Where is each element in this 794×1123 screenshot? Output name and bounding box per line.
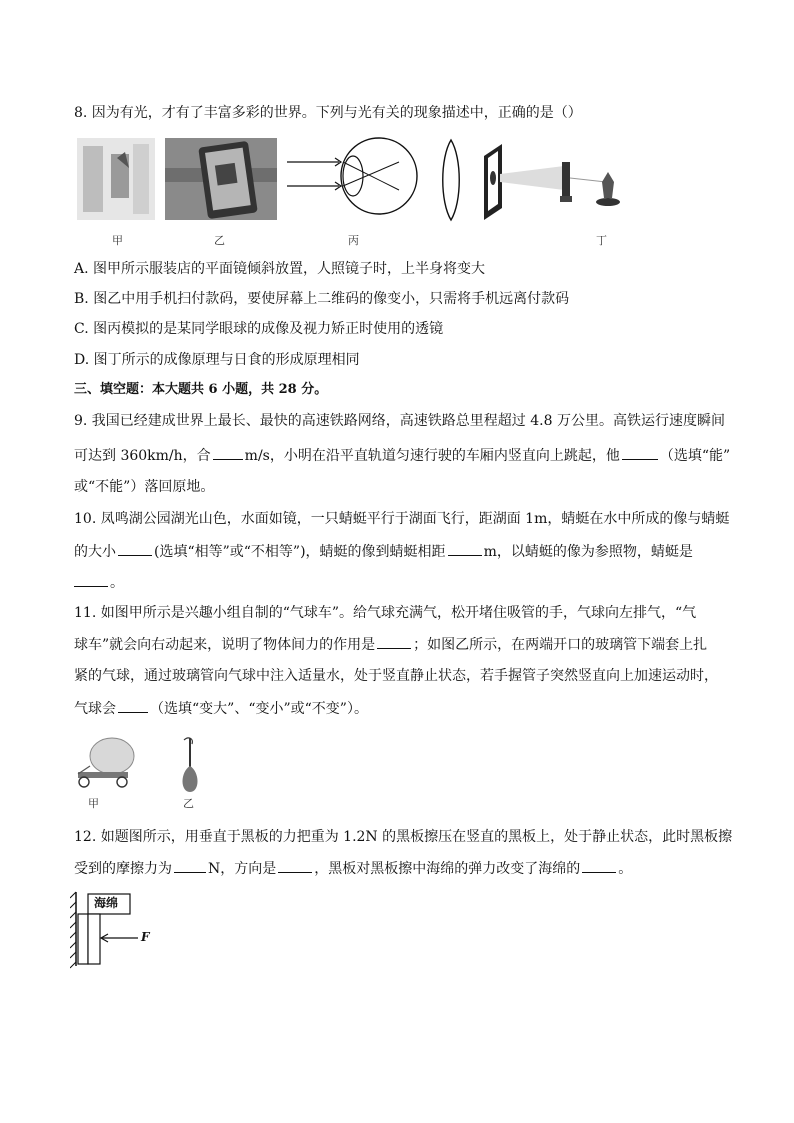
q8-fig-label-yi: 乙	[214, 234, 225, 247]
q12-line-1: 12. 如题图所示，用垂直于黑板的力把重为 1.2N 的黑板擦压在竖直的黑板上，处于静止状态，此时黑板擦	[74, 829, 733, 845]
q12-fig-box-label: 海绵	[94, 896, 119, 910]
q12-text-b: N，方向是	[208, 861, 277, 877]
q10-blank-1[interactable]	[118, 541, 152, 556]
q11-text-b: ；如图乙所示，在两端开口的玻璃管下端套上扎	[413, 637, 708, 653]
q11-line-1: 11. 如图甲所示是兴趣小组自制的“气球车”。给气球充满气，松开堵住吸管的手，气球向左排气，“气	[74, 605, 697, 621]
q9-text-b: m/s，小明在沿平直轨道匀速行驶的车厢内竖直向上跳起，他	[244, 448, 620, 464]
q9-text-c: （选填“能”	[659, 448, 731, 464]
q11-figure-yi	[172, 736, 208, 794]
q8-figure-yi	[165, 138, 277, 220]
q12-text-c: ，黑板对黑板擦中海绵的弹力改变了海绵的	[314, 861, 581, 877]
q11-fig-label-yi: 乙	[183, 797, 194, 810]
q10-line-1: 10. 凤鸣湖公园湖光山色，水面如镜，一只蜻蜓平行于湖面飞行，距湖面 1m，蜻蜓在水中所成的像与蜻蜓	[74, 511, 730, 527]
q11-blank-1[interactable]	[377, 634, 411, 649]
q9-line-1: 9. 我国已经建成世界上最长、最快的高速铁路网络，高速铁路总里程超过 4.8 万公里。高铁运行速度瞬间	[74, 413, 725, 429]
q12-text-d: 。	[618, 861, 633, 877]
q11-line-3: 紧的气球，通过玻璃管向气球中注入适量水，处于竖直静止状态，若手握管子突然竖直向上加速运动时，	[74, 668, 718, 684]
q10-line-3	[74, 572, 124, 593]
q8-fig-label-ding: 丁	[596, 234, 607, 247]
q8-figure-jia	[77, 138, 155, 220]
q11-figure-jia	[72, 736, 136, 794]
q10-text-a: 的大小	[74, 544, 116, 560]
q10-text-b: (选填“相等”或“不相等”)，蜻蜓的像到蜻蜓相距	[154, 544, 446, 560]
q11-blank-2[interactable]	[118, 698, 148, 713]
q11-text-a: 球车”就会向右动起来，说明了物体间力的作用是	[74, 637, 376, 653]
q9-line-3: 或“不能”）落回原地。	[74, 479, 215, 495]
q12-line-2	[74, 858, 632, 879]
q8-option-b: B. 图乙中用手机扫付款码，要使屏幕上二维码的像变小，只需将手机远离付款码	[74, 291, 570, 307]
q10-line-2	[74, 541, 693, 562]
section-heading: 三、填空题：本大题共 6 小题，共 28 分。	[74, 382, 328, 397]
q10-text-d: 。	[110, 575, 124, 591]
q8-option-c: C. 图丙模拟的是某同学眼球的成像及视力矫正时使用的透镜	[74, 321, 444, 337]
q8-figure-bing	[287, 136, 427, 224]
q8-option-d: D. 图丁所示的成像原理与日食的形成原理相同	[74, 352, 360, 368]
q11-line-2	[74, 634, 707, 655]
q9-blank-2[interactable]	[622, 445, 658, 460]
q8-option-a: A. 图甲所示服装店的平面镜倾斜放置，人照镜子时，上半身将变大	[74, 261, 486, 277]
q10-text-c: m，以蜻蜓的像为参照物，蜻蜓是	[483, 544, 693, 560]
q12-blank-3[interactable]	[582, 858, 616, 873]
q11-text-d: （选填“变大”、“变小”或“不变”）。	[150, 701, 368, 717]
q12-fig-force-label: F	[141, 930, 150, 944]
q12-text-a: 受到的摩擦力为	[74, 861, 172, 877]
q8-fig-label-bing: 丙	[348, 234, 359, 247]
q8-figure-ding	[478, 138, 628, 222]
q10-blank-2[interactable]	[448, 541, 482, 556]
q12-blank-2[interactable]	[278, 858, 312, 873]
q8-fig-label-jia: 甲	[112, 234, 123, 247]
q9-blank-1[interactable]	[213, 445, 243, 460]
q11-line-4	[74, 698, 368, 719]
q10-blank-3[interactable]	[74, 572, 108, 587]
q11-text-c: 气球会	[74, 701, 116, 717]
q8-figure-lens	[436, 138, 466, 222]
q12-blank-1[interactable]	[174, 858, 206, 873]
q11-fig-label-jia: 甲	[88, 797, 99, 810]
q9-text-a: 可达到 360km/h，合	[74, 448, 211, 464]
q9-line-2	[74, 445, 730, 466]
q8-stem: 8. 因为有光，才有了丰富多彩的世界。下列与光有关的现象描述中，正确的是（）	[74, 105, 582, 121]
